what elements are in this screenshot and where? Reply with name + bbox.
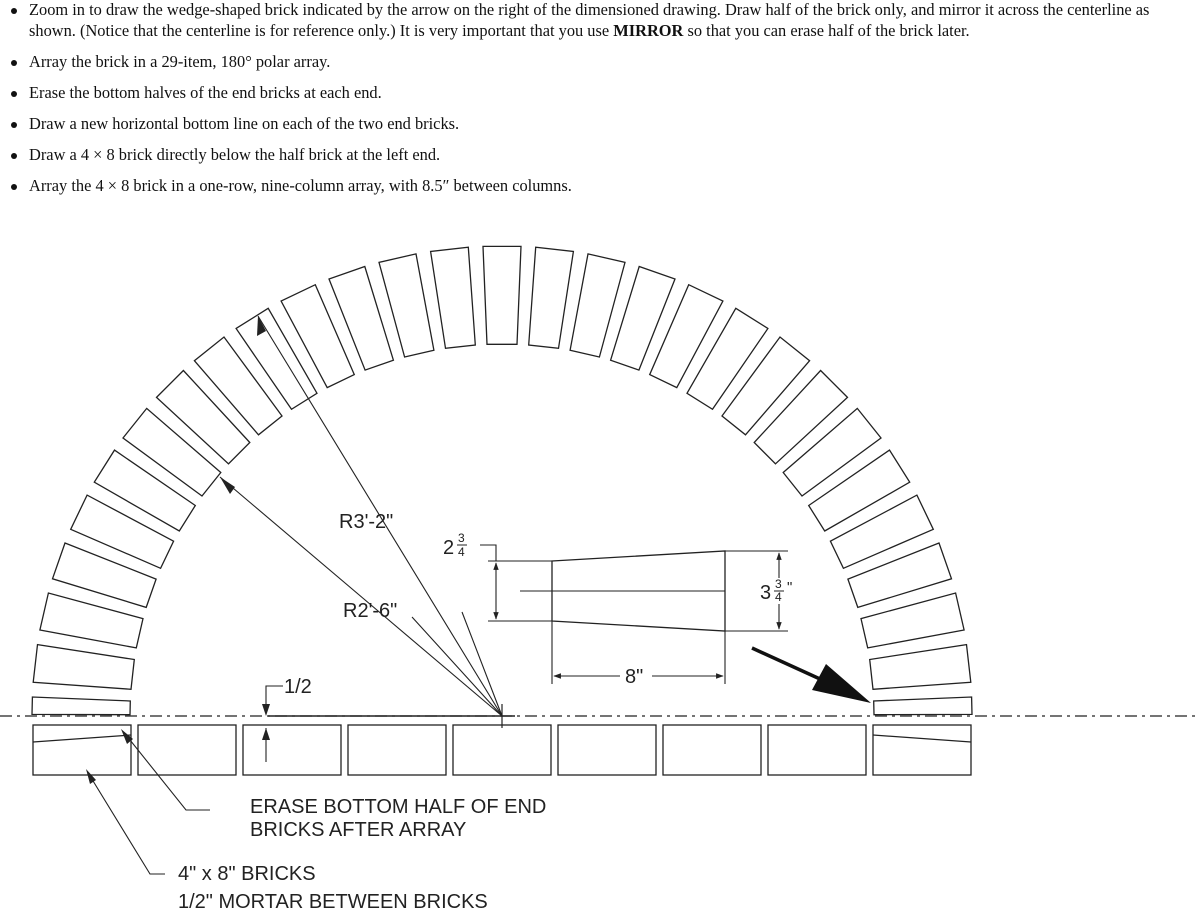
instruction-item-1: Zoom in to draw the wedge-shaped brick indicated by the arrow on the right of the dimensioned drawing. Draw half of the brick only, and mirror it across the centerline as shown. (Notice that the centerline is for reference only.) It is very important that you use MIRROR so that you can erase half of the brick later. — [0, 0, 1200, 41]
arch-brick — [431, 247, 476, 348]
brick-note-line-2: 1/2" MORTAR BETWEEN BRICKS — [178, 891, 488, 913]
row-brick — [453, 725, 551, 775]
end-brick-mirror-line — [33, 735, 131, 742]
inner-radius-arrowhead — [220, 477, 235, 494]
end-brick-mirror-line — [873, 735, 971, 742]
small-height-numerator: 3 — [458, 531, 465, 545]
instruction-item-6: Array the 4 × 8 brick in a one-row, nine-column array, with 8.5″ between columns. — [0, 176, 1200, 197]
outer-radius-label: R3'-2" — [339, 511, 394, 533]
arch-brick — [830, 495, 933, 568]
row-brick — [873, 725, 971, 775]
arch-brick — [71, 495, 174, 568]
bottom-brick-row — [33, 725, 971, 775]
arch-brick — [870, 645, 971, 690]
arch-brick — [529, 247, 574, 348]
row-brick — [768, 725, 866, 775]
mortar-joint-dimension — [262, 676, 312, 762]
mortar-joint-label: 1/2 — [284, 676, 312, 698]
arch-brick — [483, 246, 521, 344]
large-height-unit: " — [787, 579, 793, 596]
arch-brick — [33, 645, 134, 690]
radius-leader-b — [412, 617, 502, 716]
arch-brick — [687, 308, 768, 409]
large-height-denominator: 4 — [775, 590, 782, 604]
radius-leader-c — [462, 612, 502, 716]
arch-brick — [32, 697, 130, 715]
brick-indicator-arrow — [752, 648, 871, 703]
arch-brick — [650, 285, 723, 388]
arch-brick — [194, 337, 282, 435]
small-height-denominator: 4 — [458, 545, 465, 559]
row-brick — [663, 725, 761, 775]
arch-bricks — [32, 246, 972, 714]
length-label: 8" — [625, 666, 644, 688]
arch-brick — [94, 450, 195, 531]
row-brick — [558, 725, 656, 775]
arch-brick — [754, 371, 847, 464]
instruction-item-2: Array the brick in a 29-item, 180° polar array. — [0, 52, 1200, 73]
large-height-whole: 3 — [760, 582, 772, 604]
instruction-item-4: Draw a new horizontal bottom line on each of the two end bricks. — [0, 114, 1200, 135]
arch-brick — [236, 308, 317, 409]
brick-note-leader — [90, 776, 165, 874]
arch-brick — [809, 450, 910, 531]
arch-brick — [157, 371, 250, 464]
instruction-item-5: Draw a 4 × 8 brick directly below the half brick at the left end. — [0, 145, 1200, 166]
arch-brick — [874, 697, 972, 715]
arch-brick — [123, 408, 221, 496]
brick-detail — [488, 551, 788, 684]
arch-brick — [783, 408, 881, 496]
brick-note-line-1: 4" x 8" BRICKS — [178, 863, 316, 885]
mirror-command: MIRROR — [613, 20, 684, 40]
inner-radius-label: R2'-6" — [343, 600, 398, 622]
row-brick — [33, 725, 131, 775]
brick-note-arrowhead — [86, 769, 96, 784]
instruction-item-3: Erase the bottom halves of the end bricks at each end. — [0, 83, 1200, 104]
large-height-numerator: 3 — [775, 577, 782, 591]
arch-brick — [722, 337, 810, 435]
erase-note-line-2: BRICKS AFTER ARRAY — [250, 819, 467, 841]
small-height-dimension — [443, 531, 496, 619]
row-brick — [243, 725, 341, 775]
erase-note-line-1: ERASE BOTTOM HALF OF END — [250, 796, 547, 818]
row-brick — [348, 725, 446, 775]
small-height-whole: 2 — [443, 537, 455, 559]
length-dimension — [554, 666, 723, 688]
large-height-dimension — [760, 553, 792, 629]
